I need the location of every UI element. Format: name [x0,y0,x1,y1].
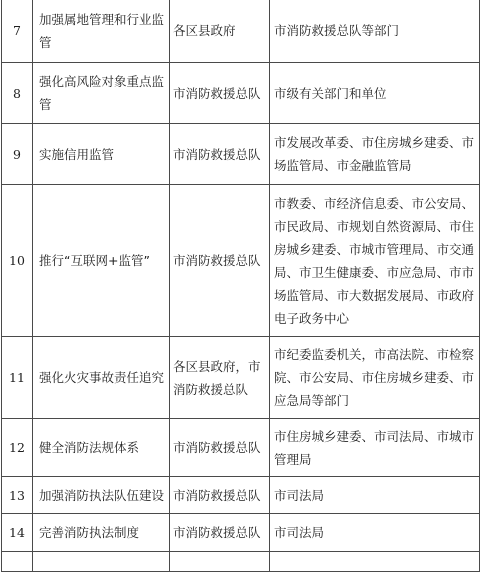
row-number: 10 [2,185,33,337]
assist-unit-cell: 市教委、市经济信息委、市公安局、市民政局、市规划自然资源局、市住房城乡建委、市城市管理局、市交通局、市卫生健康委、市应急局、市市场监管局、市大数据发展局、市政府电子政务中心 [270,185,480,337]
task-table [1,0,480,572]
table-row [2,419,480,477]
task-cell: 完善消防执法制度 [33,514,170,552]
lead-unit-cell: 市消防救援总队 [170,63,270,124]
lead-unit-cell: 市消防救援总队 [170,419,270,477]
row-number: 14 [2,514,33,552]
lead-unit-cell: 市消防救援总队 [170,124,270,185]
task-cell: 强化火灾事故责任追究 [33,337,170,419]
task-cell: 加强消防执法队伍建设 [33,477,170,514]
table-row [2,124,480,185]
assist-unit-cell: 市消防救援总队等部门 [270,0,480,63]
lead-unit-cell: 市消防救援总队 [170,477,270,514]
assist-unit-cell: 市住房城乡建委、市司法局、市城市管理局 [270,419,480,477]
task-cell: 实施信用监管 [33,124,170,185]
assist-unit-cell: 市纪委监委机关，市高法院、市检察院、市公安局、市住房城乡建委、市应急局等部门 [270,337,480,419]
lead-unit-cell: 市消防救援总队 [170,514,270,552]
assist-unit-cell: 市司法局 [270,514,480,552]
assist-unit-cell: 市发展改革委、市住房城乡建委、市场监管局、市金融监管局 [270,124,480,185]
lead-unit-cell: 市消防救援总队 [170,185,270,337]
task-cell: 推行“互联网+监管” [33,185,170,337]
row-number: 7 [2,0,33,63]
table-row [2,477,480,514]
table-row [2,337,480,419]
task-cell: 健全消防法规体系 [33,419,170,477]
table-row [2,63,480,124]
row-number: 12 [2,419,33,477]
row-number: 8 [2,63,33,124]
table-row-partial [2,552,480,572]
assist-unit-cell: 市级有关部门和单位 [270,63,480,124]
table-row [2,0,480,63]
task-cell: 加强属地管理和行业监管 [33,0,170,63]
lead-unit-cell: 各区县政府 [170,0,270,63]
assist-unit-cell: 市司法局 [270,477,480,514]
task-cell: 强化高风险对象重点监管 [33,63,170,124]
row-number: 11 [2,337,33,419]
table-row [2,185,480,337]
row-number: 13 [2,477,33,514]
lead-unit-cell: 各区县政府，市消防救援总队 [170,337,270,419]
row-number: 9 [2,124,33,185]
table-row [2,514,480,552]
